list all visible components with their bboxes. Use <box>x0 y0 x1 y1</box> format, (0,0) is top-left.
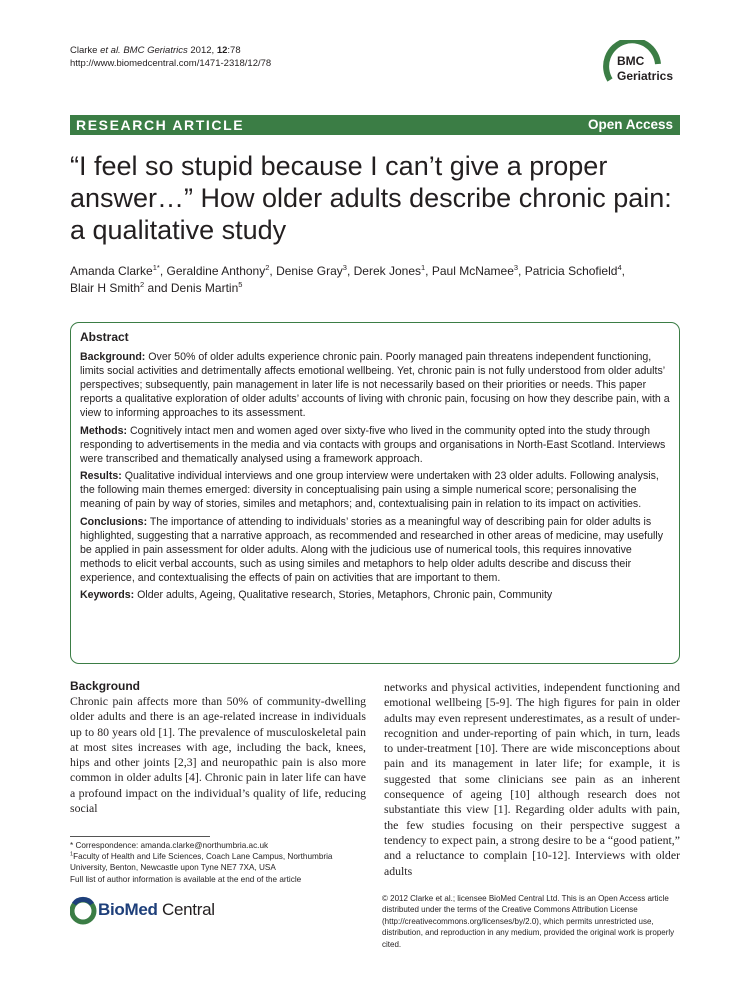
author[interactable]: Denis Martin$^5$ <box>170 280 243 295</box>
body-column-left <box>70 678 366 816</box>
citation-page: :78 <box>227 45 241 56</box>
author[interactable]: Geraldine Anthony$^2$ <box>166 263 270 278</box>
abstract-methods: Methods: Cognitively intact men and women aged over sixty-five who lived in the community opted into the study through responding to advertisements in the media and via contacts with groups and organisations in North-East Scotland. Interviews were transcribed and thematically analysed using a framework approach. <box>80 424 666 465</box>
author[interactable]: Paul McNamee$^3$ <box>431 263 519 278</box>
publisher-logo <box>70 895 230 927</box>
abstract-keywords: Keywords: Older adults, Ageing, Qualitative research, Stories, Metaphors, Chronic pain, Community <box>80 589 553 602</box>
author[interactable]: Amanda Clarke$^{1*}$ <box>70 263 160 278</box>
citation-year: 2012, <box>187 45 217 56</box>
footnote-divider <box>70 836 210 837</box>
citation-line <box>70 44 271 57</box>
open-access-label: Open Access <box>587 117 673 132</box>
footnotes <box>70 840 370 885</box>
license-text: © 2012 Clarke et al.; licensee BioMed Central Ltd. This is an Open Access article distributed under the terms of the Creative Commons Attribution License (http://creativecommons.org/licenses/by/2.0), which permits unrestricted use, distribution, and reproduction in any medium, provided the original work is properly cited. <box>382 894 675 949</box>
section-heading-background: Background <box>70 679 141 693</box>
body-column-right <box>384 680 680 879</box>
abstract-results: Results: Qualitative individual interviews and one group interview were undertaken with 23 older adults. Following analysis, the following main themes emerged: diversity in conceptualising pain using a simple numerical score; personalising the meaning of pain by way of stories, similes and metaphors; and, contextualising pain in relation to its impact on activities. <box>80 470 659 511</box>
citation-etal: et al. <box>100 45 121 56</box>
author[interactable]: Derek Jones$^1$ <box>353 263 426 278</box>
correspondence[interactable]: * Correspondence: amanda.clarke@northumbria.ac.uk <box>70 841 269 850</box>
citation-volume: 12 <box>216 45 228 56</box>
citation <box>70 44 271 70</box>
article-url[interactable]: http://www.biomedcentral.com/1471-2318/12/78 <box>70 58 272 69</box>
article-type-banner <box>70 115 680 135</box>
biomed-swirl-icon <box>70 895 98 927</box>
author-info-note: Full list of author information is available at the end of the article <box>70 874 302 884</box>
abstract-heading: Abstract <box>80 330 129 344</box>
logo-text-bmc: BMC <box>617 54 645 68</box>
author-list: Amanda Clarke$^{1*}$, Geraldine Anthony$^2$, Denise Gray$^3$, Derek Jones$^1$, Paul McNamee$^3$, Patricia Schofield$^4$, Blair H Smith$^2$ and Denis Martin$^5$ <box>70 263 625 295</box>
article-title: “I feel so stupid because I can’t give a proper answer…” How older adults describe chronic pain: a qualitative study <box>70 151 672 245</box>
logo-text-geriatrics: Geriatrics <box>617 69 674 83</box>
author[interactable]: Blair H Smith$^2$ <box>70 280 145 295</box>
abstract-conclusions: Conclusions: The importance of attending to individuals’ stories as a meaningful way of describing pain for older adults is highlighted, suggesting that a narrative approach, as recommended and researched in other areas of medicine, may usefully be applied in pain assessment for older adults. Along with the judicious use of numerical tools, this requires innovative methods to elicit verbal accounts, such as using similes and metaphors to help older adults describe and discuss their experience, and contextualising the effects of pain on activities that are important to them. <box>80 515 663 584</box>
abstract-box <box>70 322 680 664</box>
body-paragraph-continued: networks and physical activities, independent functioning and emotional wellbeing [5-9]. The high figures for pain in older adults may even represent underestimates, as a result of under-recognition and under-reporting of pain which, in turn, leads to under-treatment [10]. There are wide misconceptions about pain and its management in later life; for example, it is suggested that some clinicians see pain as an inherent consequence of ageing [10] although research does not substantiate this view [1]. Regarding older adults with pain, the few studies focusing on their perspective suggest a tendency to expect pain, a strong desire to be a “good patient,” and a reluctance to complain [10-12]. Interviews with older adults <box>384 680 680 878</box>
citation-author: Clarke <box>70 45 101 56</box>
publisher-name: BioMed Central <box>98 900 215 919</box>
body-paragraph: Chronic pain affects more than 50% of community-dwelling older adults and there is an age-related increase in individuals up to 80 years old [1]. The prevalence of musculoskeletal pain at most sites increases with age, including the back, knees, hips and other joints [2,3] and neuropathic pain is also more common in older adults [4]. Chronic pain in later life can have a profound impact on the individual’s quality of life, reducing social <box>70 694 366 816</box>
affiliation: $^1$Faculty of Health and Life Sciences, Coach Lane Campus, Northumbria University, Benton, Newcastle upon Tyne NE7 7XA, USA <box>70 851 333 873</box>
author[interactable]: Patricia Schofield$^4$ <box>524 263 622 278</box>
citation-journal: BMC Geriatrics <box>120 45 188 56</box>
abstract-background: Background: Over 50% of older adults experience chronic pain. Poorly managed pain threatens independent functioning, limits social activities and detrimentally affects emotional wellbeing. Yet, chronic pain is not fully understood from older adults’ perspectives; subsequently, pain management in later life is not necessarily based on their priorities or needs. This paper reports a qualitative exploration of older adults’ accounts of living with chronic pain, focusing on how they describe pain, with a view to informing approaches to its assessment. <box>80 351 670 420</box>
author[interactable]: Denise Gray$^3$ <box>276 263 347 278</box>
journal-logo <box>596 40 692 100</box>
article-type: RESEARCH ARTICLE <box>76 117 245 133</box>
